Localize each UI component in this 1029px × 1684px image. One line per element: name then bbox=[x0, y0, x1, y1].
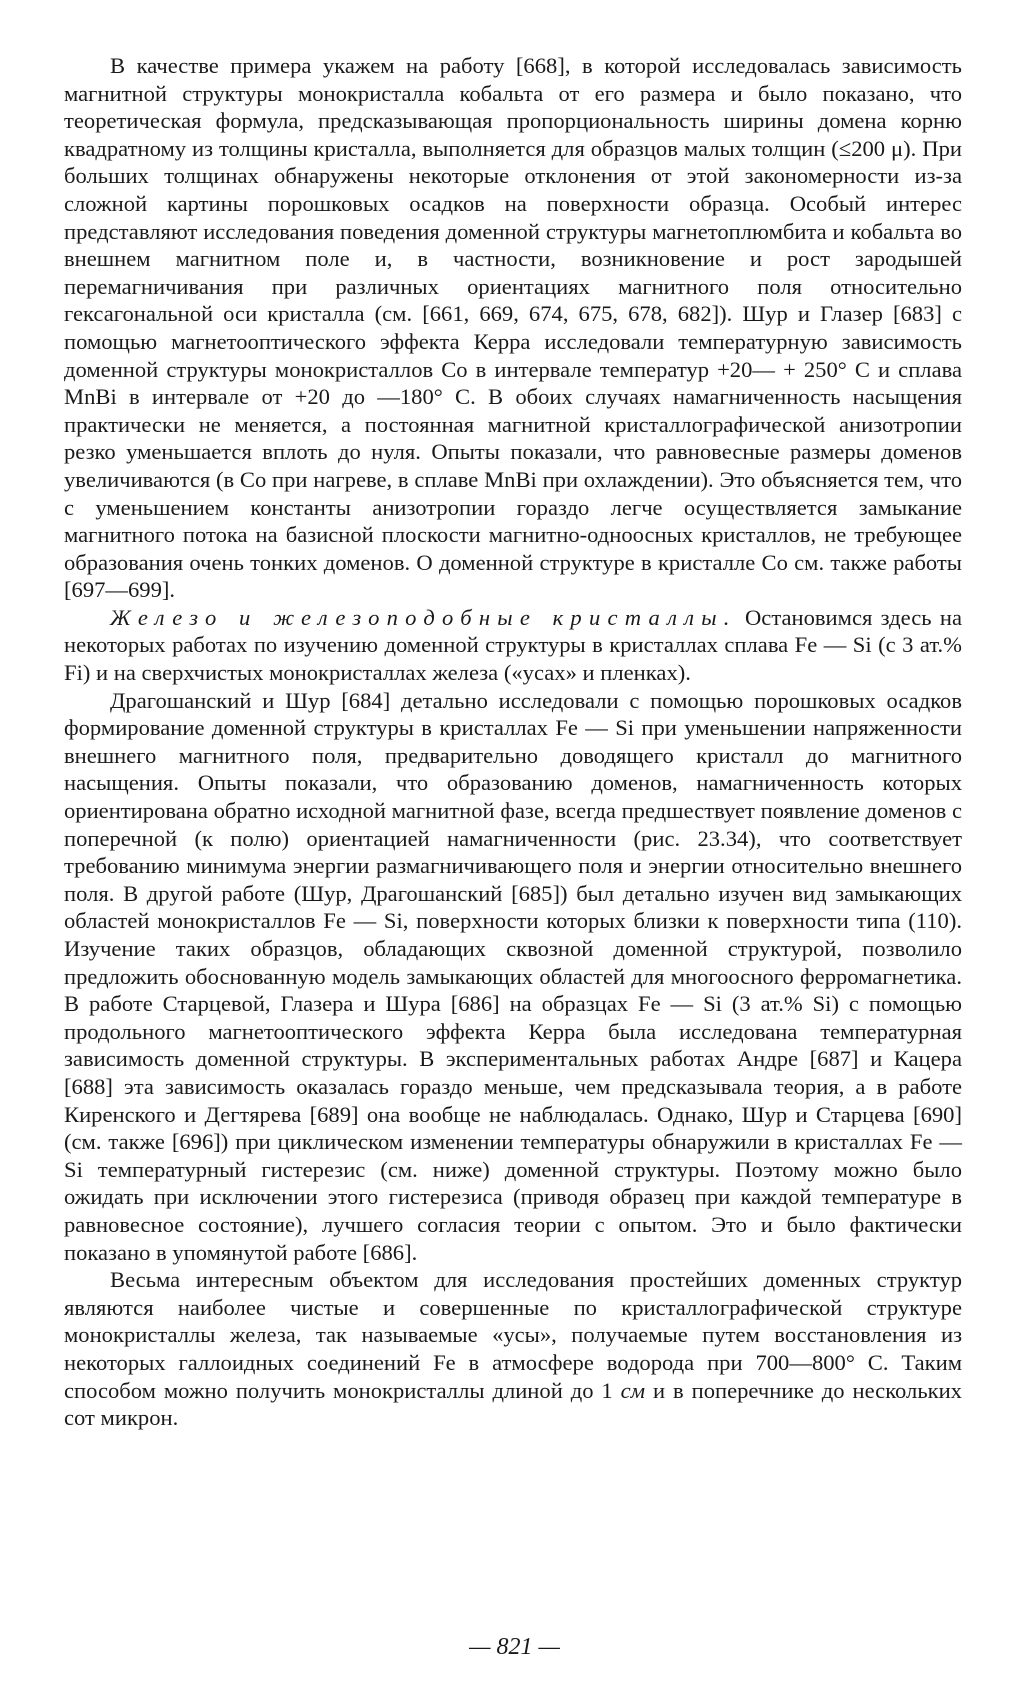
paragraph-text: Остановимся здесь на некоторых работах по изучению доменной структуры в кристаллах сплава Fe — Si (с 3 ат.% Fi) и на сверхчистых монокристаллах железа («усах» и пленках). bbox=[64, 604, 962, 686]
page-body bbox=[64, 52, 962, 1432]
unit-text: см bbox=[620, 1377, 646, 1403]
paragraph-fe-si-domains bbox=[64, 687, 962, 1266]
paragraph-text: Драгошанский и Шур [684] детально исследовали с помощью порошковых осадков формирование доменной структуры в кристаллах Fe — Si при уменьшении напряженности внешнего магнитного поля, предварительно доводящего кристалл до магнитного насыщения. Опыты показали, что образованию доменов, намагниченность которых ориентирована обратно исходной магнитной фазе, всегда предшествует появление доменов с поперечной (к полю) ориентацией намагниченности (рис. 23.34), что соответствует требованию минимума энергии размагничивающего поля и энергии относительно внешнего поля. В другой работе (Шур, Драгошанский [685]) был детально изучен вид замыкающих областей монокристаллов Fe — Si, поверхности которых близки к поверхности типа (110). Изучение таких образцов, обладающих сквозной доменной структурой, позволило предложить обоснованную модель замыкающих областей для многоосного ферромагнетика. В работе Старцевой, Глазера и Шура [686] на образцах Fe — Si (3 ат.% Si) с помощью продольного магнетооптического эффекта Керра была исследована температурная зависимость доменной структуры. В экспериментальных работах Андре [687] и Кацера [688] эта зависимость оказалась гораздо меньше, чем предсказывала теория, а в работе Киренского и Дегтярева [689] она вообще не наблюдалась. Однако, Шур и Старцева [690] (см. также [696]) при циклическом изменении температуры обнаружили в кристаллах Fe — Si температурный гистерезис (см. ниже) доменной структуры. Поэтому можно было ожидать при исключении этого гистерезиса (приводя образец при каждой температуре в равновесное состояние), лучшего согласия теории с опытом. Это и было фактически показано в упомянутой работе [686]. bbox=[64, 687, 962, 1265]
paragraph-text: В качестве примера укажем на работу [668], в которой исследовалась зависимость магнитной структуры монокристалла кобальта от его размера и было показано, что теоретическая формула, предсказывающая пропорциональность ширины домена корню квадратному из толщины кристалла, выполняется для образцов малых толщин (≤200 μ). При больших толщинах обнаружены некоторые отклонения от этой закономерности из-за сложной картины порошковых осадков на поверхности образца. Особый интерес представляют исследования поведения доменной структуры магнетоплюмбита и кобальта во внешнем магнитном поле и, в частности, возникновение и рост зародышей перемагничивания при различных ориентациях магнитного поля относительно гексагональной оси кристалла (см. [661, 669, 674, 675, 678, 682]). Шур и Глазер [683] с помощью магнетооптического эффекта Керра исследовали температурную зависимость доменной структуры монокристаллов Co в интервале температур +20— + 250° C и сплава MnBi в интервале от +20 до —180° C. В обоих случаях намагниченность насыщения практически не меняется, а постоянная магнитной кристаллографической анизотропии резко уменьшается вплоть до нуля. Опыты показали, что равновесные размеры доменов увеличиваются (в Co при нагреве, в сплаве MnBi при охлаждении). Это объясняется тем, что с уменьшением константы анизотропии гораздо легче осуществляется замыкание магнитного потока на базисной плоскости магнитно-одноосных кристаллов, не требующее образования очень тонких доменов. О доменной структуре в кристалле Co см. также работы [697—699]. bbox=[64, 53, 962, 603]
section-heading-iron: Железо и железоподобные кристаллы. bbox=[110, 604, 737, 630]
paragraph-iron-crystals bbox=[64, 604, 962, 687]
paragraph-text: Весьма интересным объектом для исследования простейших доменных структур являются наиболее чистые и совершенные по кристаллографической структуре монокристаллы железа, так называемые «усы», получаемые путем восстановления из некоторых галлоидных соединений Fe в атмосфере водорода при 700—800° C. Таким способом можно получить монокристаллы длиной до 1 bbox=[64, 1267, 962, 1403]
paragraph-tail-text: и в поперечнике до нескольких сот микрон. bbox=[64, 1377, 962, 1431]
paragraph-cobalt-domains bbox=[64, 52, 962, 604]
page-number: — 821 — bbox=[469, 1634, 560, 1660]
paragraph-iron-whiskers bbox=[64, 1266, 962, 1432]
